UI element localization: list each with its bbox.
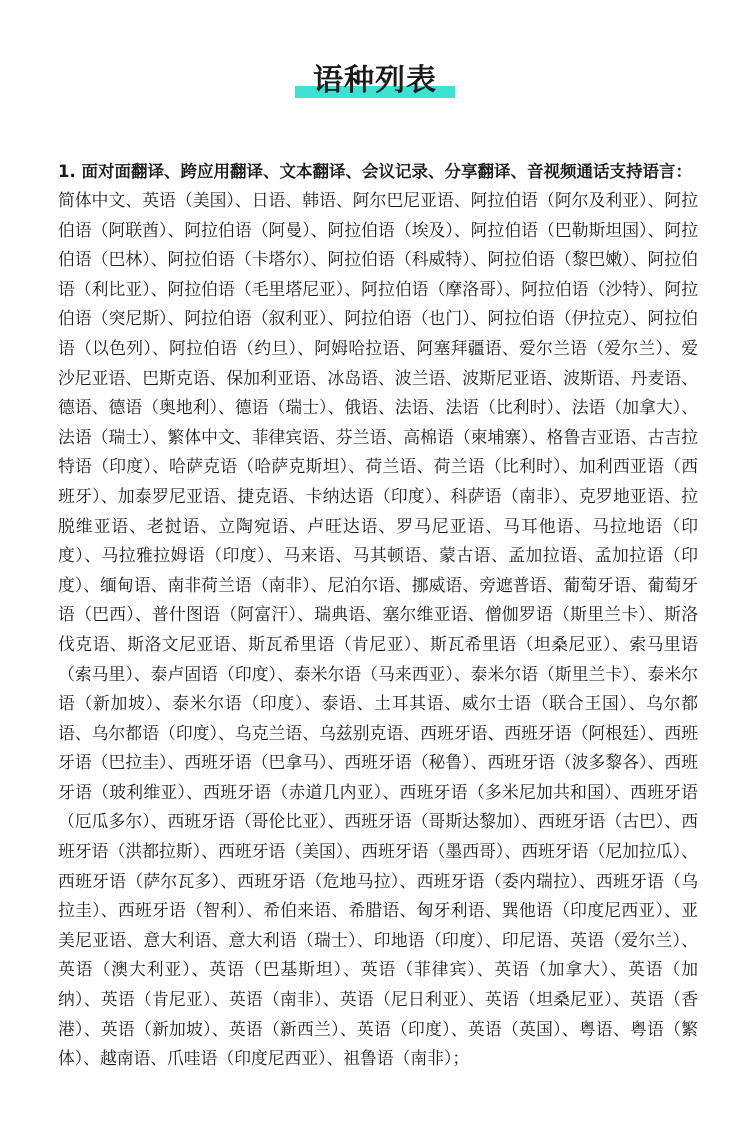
language-list: 简体中文、英语（美国）、日语、韩语、阿尔巴尼亚语、阿拉伯语（阿尔及利亚）、阿拉伯语（阿联酋）、阿拉伯语（阿曼）、阿拉伯语（埃及）、阿拉伯语（巴勒斯坦国）、阿拉伯语（巴林）、阿拉伯语（卡塔尔）、阿拉伯语（科威特）、阿拉伯语（黎巴嫩）、阿拉伯语（利比亚）、阿拉伯语（毛里塔尼亚）、阿拉伯语（摩洛哥）、阿拉伯语（沙特）、阿拉伯语（突尼斯）、阿拉伯语（叙利亚）、阿拉伯语（也门）、阿拉伯语（伊拉克）、阿拉伯语（以色列）、阿拉伯语（约旦）、阿姆哈拉语、阿塞拜疆语、爱尔兰语（爱尔兰）、爱沙尼亚语、巴斯克语、保加利亚语、冰岛语、波兰语、波斯尼亚语、波斯语、丹麦语、德语、德语（奥地利）、德语（瑞士）、俄语、法语、法语（比利时）、法语（加拿大）、法语（瑞士）、繁体中文、菲律宾语、芬兰语、高棉语（柬埔寨）、格鲁吉亚语、古吉拉特语（印度）、哈萨克语（哈萨克斯坦）、荷兰语、荷兰语（比利时）、加利西亚语（西班牙）、加泰罗尼亚语、捷克语、卡纳达语（印度）、科萨语（南非）、克罗地亚语、拉脱维亚语、老挝语、立陶宛语、卢旺达语、罗马尼亚语、马耳他语、马拉地语（印度）、马拉雅拉姆语（印度）、马来语、马其顿语、蒙古语、孟加拉语、孟加拉语（印度）、缅甸语、南非荷兰语（南非）、尼泊尔语、挪威语、旁遮普语、葡萄牙语、葡萄牙语（巴西）、普什图语（阿富汗）、瑞典语、塞尔维亚语、僧伽罗语（斯里兰卡）、斯洛伐克语、斯洛文尼亚语、斯瓦希里语（肯尼亚）、斯瓦希里语（坦桑尼亚）、索马里语（索马里）、泰卢固语（印度）、泰米尔语（马来西亚）、泰米尔语（斯里兰卡）、泰米尔语（新加坡）、泰米尔语（印度）、泰语、土耳其语、威尔士语（联合王国）、乌尔都语、乌尔都语（印度）、乌克兰语、乌兹别克语、西班牙语、西班牙语（阿根廷）、西班牙语（巴拉圭）、西班牙语（巴拿马）、西班牙语（秘鲁）、西班牙语（波多黎各）、西班牙语（玻利维亚）、西班牙语（赤道几内亚）、西班牙语（多米尼加共和国）、西班牙语（厄瓜多尔）、西班牙语（哥伦比亚）、西班牙语（哥斯达黎加）、西班牙语（古巴）、西班牙语（洪都拉斯）、西班牙语（美国）、西班牙语（墨西哥）、西班牙语（尼加拉瓜）、西班牙语（萨尔瓦多）、西班牙语（危地马拉）、西班牙语（委内瑞拉）、西班牙语（乌拉圭）、西班牙语（智利）、希伯来语、希腊语、匈牙利语、巽他语（印度尼西亚）、亚美尼亚语、意大利语、意大利语（瑞士）、印地语（印度）、印尼语、英语（爱尔兰）、英语（澳大利亚）、英语（巴基斯坦）、英语（菲律宾）、英语（加拿大）、英语（加纳）、英语（肯尼亚）、英语（南非）、英语（尼日利亚）、英语（坦桑尼亚）、英语（香港）、英语（新加坡）、英语（新西兰）、英语（印度）、英语（英国）、粤语、粤语（繁体）、越南语、爪哇语（印度尼西亚）、祖鲁语（南非）； [58,190,698,1069]
page-title: 语种列表 [313,63,437,98]
language-section [58,158,698,1074]
page-header [0,62,750,100]
title-block [295,62,455,100]
section-heading: 1. 面对面翻译、跨应用翻译、文本翻译、会议记录、分享翻译、音视频通话支持语言： [58,162,692,181]
